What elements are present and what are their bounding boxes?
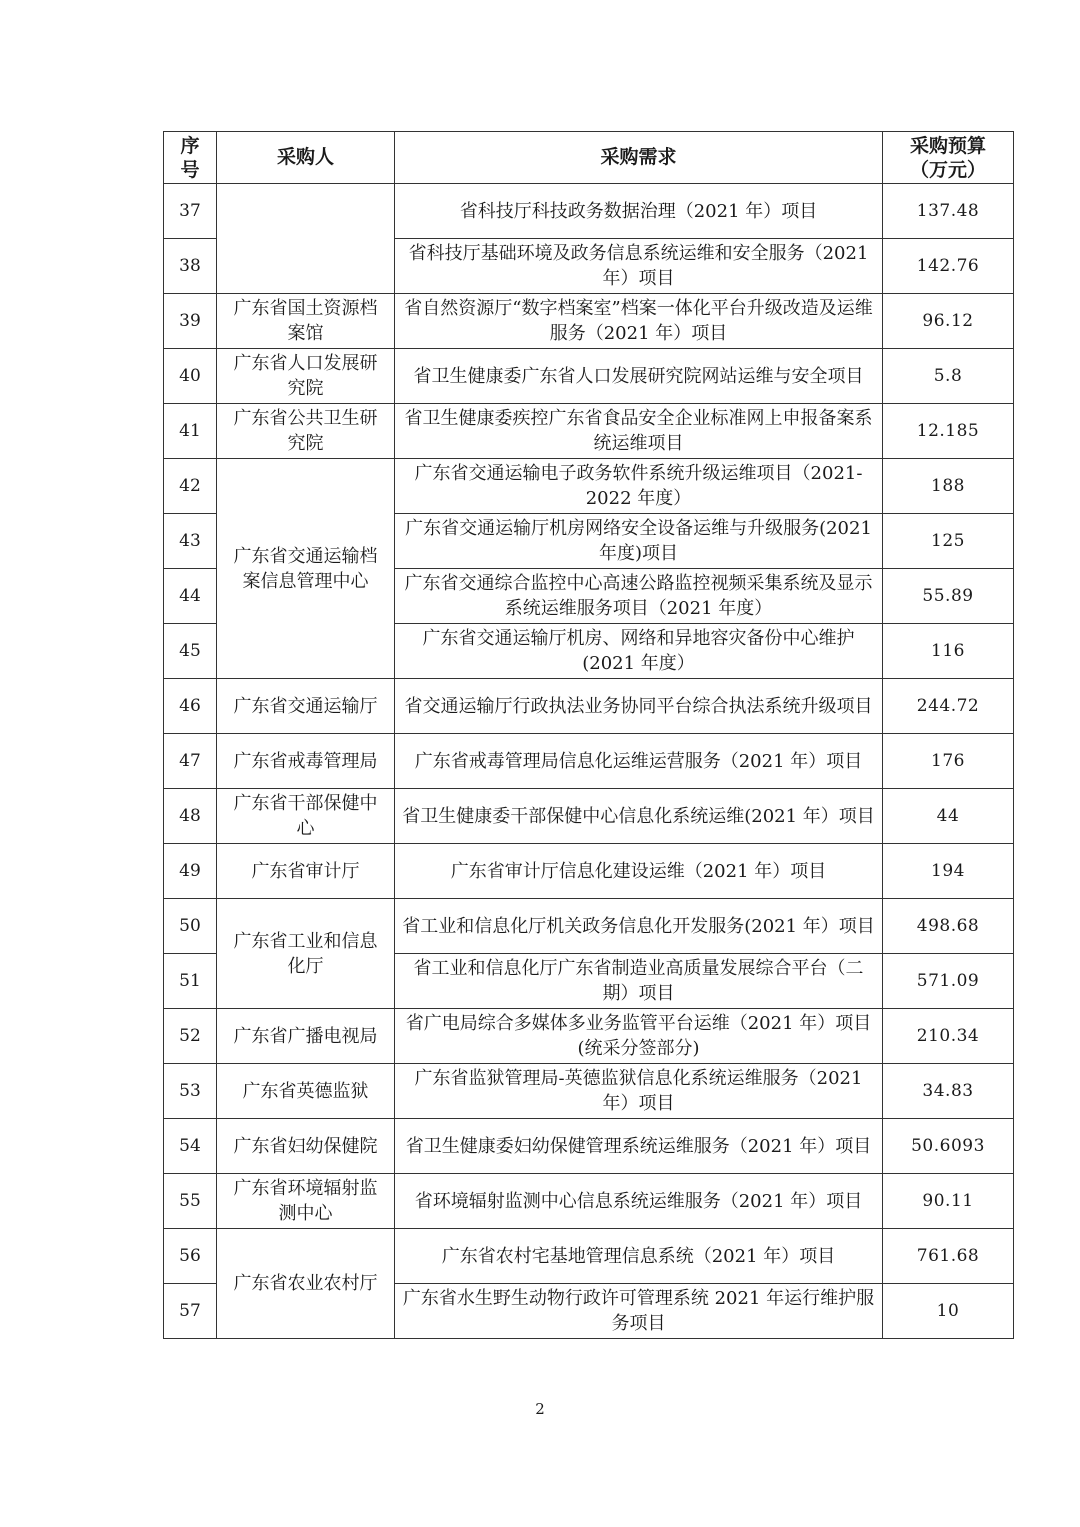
seq-cell: 49 [164, 844, 217, 899]
seq-cell: 39 [164, 294, 217, 349]
buyer-cell: 广东省国土资源档案馆 [217, 294, 395, 349]
header-buyer: 采购人 [217, 132, 395, 184]
table-body [164, 184, 1014, 1339]
demand-cell: 省科技厅基础环境及政务信息系统运维和安全服务（2021 年）项目 [395, 239, 883, 294]
budget-cell: 210.34 [883, 1009, 1014, 1064]
table-row [164, 1064, 1014, 1119]
seq-cell: 57 [164, 1284, 217, 1339]
buyer-cell [217, 184, 395, 294]
demand-cell: 省交通运输厅行政执法业务协同平台综合执法系统升级项目 [395, 679, 883, 734]
buyer-cell: 广东省公共卫生研究院 [217, 404, 395, 459]
table-row [164, 1119, 1014, 1174]
budget-cell: 571.09 [883, 954, 1014, 1009]
seq-cell: 53 [164, 1064, 217, 1119]
demand-cell: 广东省审计厅信息化建设运维（2021 年）项目 [395, 844, 883, 899]
demand-cell: 广东省戒毒管理局信息化运维运营服务（2021 年）项目 [395, 734, 883, 789]
budget-cell: 498.68 [883, 899, 1014, 954]
demand-cell: 广东省水生野生动物行政许可管理系统 2021 年运行维护服务项目 [395, 1284, 883, 1339]
buyer-cell: 广东省干部保健中心 [217, 789, 395, 844]
buyer-cell: 广东省人口发展研究院 [217, 349, 395, 404]
seq-cell: 46 [164, 679, 217, 734]
page-number: 2 [535, 1400, 545, 1418]
budget-cell: 125 [883, 514, 1014, 569]
table-row [164, 679, 1014, 734]
table-row [164, 184, 1014, 239]
demand-cell: 广东省交通运输电子政务软件系统升级运维项目（2021-2022 年度） [395, 459, 883, 514]
seq-cell: 54 [164, 1119, 217, 1174]
header-seq: 序号 [164, 132, 217, 184]
demand-cell: 省科技厅科技政务数据治理（2021 年）项目 [395, 184, 883, 239]
budget-cell: 761.68 [883, 1229, 1014, 1284]
procurement-table [163, 131, 1014, 1339]
demand-cell: 省卫生健康委妇幼保健管理系统运维服务（2021 年）项目 [395, 1119, 883, 1174]
table-row [164, 1229, 1014, 1284]
table-row [164, 734, 1014, 789]
header-budget-line1: 采购预算 [909, 134, 986, 157]
buyer-cell: 广东省交通运输厅 [217, 679, 395, 734]
seq-cell: 52 [164, 1009, 217, 1064]
budget-cell: 44 [883, 789, 1014, 844]
budget-cell: 244.72 [883, 679, 1014, 734]
seq-cell: 47 [164, 734, 217, 789]
table-row [164, 349, 1014, 404]
demand-cell: 省环境辐射监测中心信息系统运维服务（2021 年）项目 [395, 1174, 883, 1229]
demand-cell: 广东省交通运输厅机房网络安全设备运维与升级服务(2021 年度)项目 [395, 514, 883, 569]
table-row [164, 294, 1014, 349]
header-budget [883, 132, 1014, 184]
table-header-row [164, 132, 1014, 184]
budget-cell: 12.185 [883, 404, 1014, 459]
seq-cell: 37 [164, 184, 217, 239]
buyer-cell: 广东省广播电视局 [217, 1009, 395, 1064]
seq-cell: 51 [164, 954, 217, 1009]
demand-cell: 省卫生健康委干部保健中心信息化系统运维(2021 年）项目 [395, 789, 883, 844]
demand-cell: 广东省交通运输厅机房、网络和异地容灾备份中心维护(2021 年度） [395, 624, 883, 679]
budget-cell: 55.89 [883, 569, 1014, 624]
buyer-cell: 广东省英德监狱 [217, 1064, 395, 1119]
table-row [164, 459, 1014, 514]
seq-cell: 42 [164, 459, 217, 514]
seq-cell: 41 [164, 404, 217, 459]
seq-cell: 43 [164, 514, 217, 569]
buyer-cell: 广东省戒毒管理局 [217, 734, 395, 789]
budget-cell: 137.48 [883, 184, 1014, 239]
demand-cell: 广东省交通综合监控中心高速公路监控视频采集系统及显示系统运维服务项目（2021 年度） [395, 569, 883, 624]
table-row [164, 1174, 1014, 1229]
budget-cell: 50.6093 [883, 1119, 1014, 1174]
table-row [164, 789, 1014, 844]
budget-cell: 188 [883, 459, 1014, 514]
seq-cell: 48 [164, 789, 217, 844]
budget-cell: 5.8 [883, 349, 1014, 404]
table-row [164, 1009, 1014, 1064]
demand-cell: 广东省监狱管理局-英德监狱信息化系统运维服务（2021 年）项目 [395, 1064, 883, 1119]
buyer-cell: 广东省妇幼保健院 [217, 1119, 395, 1174]
seq-cell: 50 [164, 899, 217, 954]
seq-cell: 38 [164, 239, 217, 294]
budget-cell: 176 [883, 734, 1014, 789]
seq-cell: 40 [164, 349, 217, 404]
seq-cell: 56 [164, 1229, 217, 1284]
buyer-cell: 广东省审计厅 [217, 844, 395, 899]
buyer-cell: 广东省交通运输档案信息管理中心 [217, 459, 395, 679]
budget-cell: 142.76 [883, 239, 1014, 294]
demand-cell: 省工业和信息化厅机关政务信息化开发服务(2021 年）项目 [395, 899, 883, 954]
table-row [164, 844, 1014, 899]
budget-cell: 34.83 [883, 1064, 1014, 1119]
buyer-cell: 广东省环境辐射监测中心 [217, 1174, 395, 1229]
table-row [164, 899, 1014, 954]
demand-cell: 省工业和信息化厅广东省制造业高质量发展综合平台（二期）项目 [395, 954, 883, 1009]
demand-cell: 省卫生健康委广东省人口发展研究院网站运维与安全项目 [395, 349, 883, 404]
seq-cell: 55 [164, 1174, 217, 1229]
budget-cell: 116 [883, 624, 1014, 679]
budget-cell: 194 [883, 844, 1014, 899]
demand-cell: 省广电局综合多媒体多业务监管平台运维（2021 年）项目(统采分签部分) [395, 1009, 883, 1064]
seq-cell: 44 [164, 569, 217, 624]
budget-cell: 96.12 [883, 294, 1014, 349]
demand-cell: 省自然资源厅“数字档案室”档案一体化平台升级改造及运维服务（2021 年）项目 [395, 294, 883, 349]
budget-cell: 10 [883, 1284, 1014, 1339]
demand-cell: 省卫生健康委疾控广东省食品安全企业标准网上申报备案系统运维项目 [395, 404, 883, 459]
buyer-cell: 广东省工业和信息化厅 [217, 899, 395, 1009]
header-demand: 采购需求 [395, 132, 883, 184]
header-budget-line2: （万元） [909, 158, 986, 181]
seq-cell: 45 [164, 624, 217, 679]
buyer-cell: 广东省农业农村厅 [217, 1229, 395, 1339]
table-row [164, 404, 1014, 459]
budget-cell: 90.11 [883, 1174, 1014, 1229]
demand-cell: 广东省农村宅基地管理信息系统（2021 年）项目 [395, 1229, 883, 1284]
